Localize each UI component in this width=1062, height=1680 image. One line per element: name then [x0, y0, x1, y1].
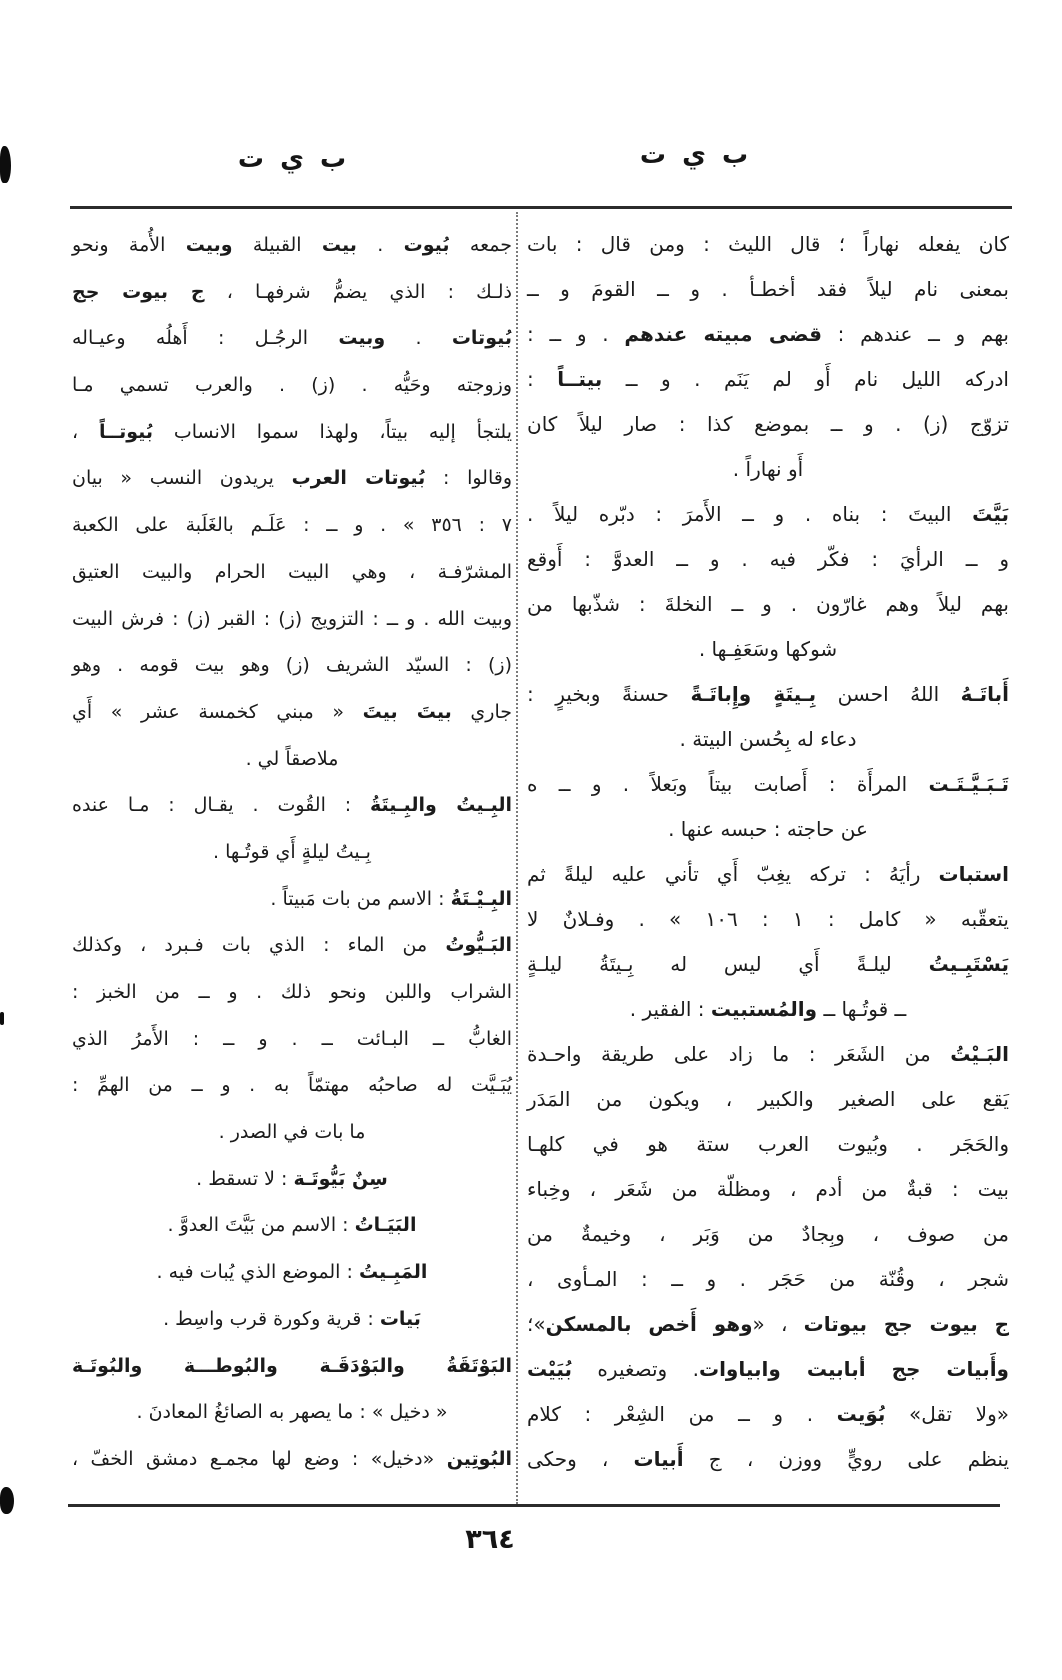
text-line — [527, 897, 1009, 942]
body-text: بهم ليلاً وهم غارّون . و ــ النخلةَ : شذّبها من — [527, 592, 1009, 616]
body-text: »؛ — [527, 1312, 546, 1336]
body-text: وزوجته وحَيُّه . (ز) . والعرب تسمي مـا — [72, 374, 512, 397]
body-text: ادركه الليل نام أَو لم يَنَم . و ــ — [602, 367, 1009, 391]
body-text: وقالوا : — [425, 467, 512, 490]
body-text: يتعقّبه « كامل : ١ : ١٠٦ » . وفـلانٌ لا — [527, 907, 1009, 931]
body-text: بمعنى نام ليلاً فقد أخطـأ . و ــ القومَ و ــ — [527, 277, 1009, 301]
body-text: يريدون النسب « بيان — [72, 467, 292, 490]
headword-bold-text: البَـيْتُ — [950, 1042, 1009, 1066]
text-line — [72, 315, 512, 362]
body-text: (ز) : السيّد الشريف (ز) وهو بيت قومه . وهو — [72, 654, 512, 677]
text-line — [72, 1109, 512, 1156]
text-line — [72, 689, 512, 736]
text-line — [527, 447, 1009, 492]
body-text: الأُمة ونحو — [72, 234, 186, 256]
headword-bold-text: بُيوت — [403, 234, 450, 256]
headword-bold-text: بُيَيْت — [527, 1357, 573, 1381]
body-text: والحَجَر . وبُيوت العرب ستة هو في كلهـا — [527, 1132, 1009, 1156]
headword-bold-text: وبيت — [338, 327, 386, 350]
body-text: «دخيل» : وضع لها مجمـع دمشق الخفّ ، — [72, 1447, 447, 1470]
text-line — [72, 502, 512, 549]
headword-bold-text: البِـيتُ والبِـيتَةُ — [370, 794, 513, 817]
text-line — [72, 782, 512, 829]
headword-bold-text: بيتَ بيتَ — [362, 700, 452, 723]
body-text: عن حاجته : حبسه عنها . — [668, 817, 868, 841]
body-text: أَو نهاراً . — [732, 457, 804, 481]
text-line — [527, 222, 1009, 267]
headword-bold-text: ج بيوت جج بيوتات — [803, 1312, 1010, 1336]
ink-smudge-bottom-left — [0, 1487, 14, 1514]
page-header-root-right: ب ي ت — [639, 140, 749, 170]
headword-bold-text: بُيوتــاً — [98, 420, 154, 443]
headword-bold-text: بُوَيت — [836, 1402, 886, 1426]
body-text: يَقع على الصغير والكبير ، ويكون من المَدَر — [527, 1087, 1009, 1111]
headword-bold-text: البَـيُّوتُ — [445, 934, 512, 957]
text-line — [527, 267, 1009, 312]
text-line — [527, 492, 1009, 537]
headword-bold-text: بيت — [321, 234, 357, 256]
headword-bold-text: أَباتَـهُ — [960, 682, 1010, 706]
text-line — [72, 969, 512, 1016]
body-text: بهم و ــ عندهم : — [821, 322, 1009, 346]
body-text: شوكها وسَعَفِـها . — [698, 637, 838, 661]
text-line — [527, 1077, 1009, 1122]
body-text: من صوف ، وبِجادٌ من وَبَر ، وخيمةٌ من — [527, 1222, 1009, 1246]
body-text: الشراب واللبن ونحو ذلك . و ــ من الخبز : — [72, 981, 512, 1003]
text-line — [527, 1437, 1009, 1482]
text-line — [527, 1032, 1009, 1077]
body-text: : الفقير . — [629, 997, 711, 1021]
text-line — [527, 672, 1009, 717]
body-text: . — [356, 234, 404, 256]
text-line — [527, 762, 1009, 807]
body-text: ما بات في الصدر . — [218, 1121, 366, 1144]
headword-bold-text: البَيَـاتُ — [354, 1214, 417, 1237]
headword-bold-text: سِنٌ بَيُّوتَـة — [293, 1167, 388, 1190]
body-text: وبيت الله . و ــ : التزويج (ز) : القبر (ز) : فرش البيت — [72, 607, 512, 630]
body-text: جمعه — [449, 234, 512, 256]
body-text: . — [385, 327, 452, 350]
headword-bold-text: تَـبَـيَّـتَـت — [928, 772, 1009, 796]
text-line — [72, 455, 512, 502]
body-text: «ولا تقل» — [885, 1402, 1009, 1426]
body-text: ملاصقاً لي . — [245, 747, 339, 770]
text-line — [72, 1436, 512, 1483]
body-text: البيتَ : بناه . و ــ الأَمرَ : دبّره ليلاً . — [527, 502, 973, 526]
body-text: يُبَـيَّت له صاحبُه مهتمّاً به . و ــ من الهمِّ : — [72, 1074, 512, 1097]
text-line — [527, 1122, 1009, 1167]
text-line — [527, 582, 1009, 627]
body-text: : الاسم من بَيَّتَ العدوَّ . — [167, 1214, 355, 1237]
text-line — [72, 922, 512, 969]
body-text: : الاسم من بات مَبيتاً . — [270, 887, 451, 910]
text-line — [527, 357, 1009, 402]
body-text: ــ قوتُـها ــ — [817, 997, 907, 1021]
headword-bold-text: والمُستبيت — [710, 997, 818, 1021]
body-text: دعاء له بِحُسن البيتة . — [679, 727, 857, 751]
body-text: القبيلة — [232, 234, 322, 256]
headword-bold-text: قضى مبيته عندهم — [624, 322, 822, 346]
text-line — [72, 596, 512, 643]
body-text: . و ــ : — [527, 322, 625, 346]
column-right — [527, 222, 1009, 1482]
top-rule — [70, 206, 1012, 209]
text-line — [72, 1389, 512, 1436]
body-text: بيت : قبةٌ من أدم ، ومظلّة من شَعَر ، وخِباء — [527, 1177, 1009, 1201]
body-text: المرأَة : أَصابت بيتاً وبَعلاً . و ــ ه — [527, 772, 929, 796]
body-text: . وتصغيره — [572, 1357, 699, 1381]
body-text: رأيَهُ : تركه يغِبّ أَي تأني عليه ليلةً ثم — [527, 862, 939, 886]
body-text: الغابُّ ــ البـائت ــ . و ــ : الأَمرُ الذي — [72, 1027, 512, 1050]
text-line — [72, 1016, 512, 1063]
text-line — [72, 642, 512, 689]
text-line — [72, 409, 512, 456]
text-line — [527, 537, 1009, 582]
text-line — [72, 876, 512, 923]
headword-bold-text: البُوتِين — [446, 1447, 512, 1470]
body-text: اللهُ احسن — [816, 682, 961, 706]
headword-bold-text: بَيَّتَ — [972, 502, 1009, 526]
headword-bold-text: يَسْتَبِـيتُ — [928, 952, 1009, 976]
body-text: المشرّفـة ، وهي البيت الحرام والبيت العتيق — [72, 560, 512, 583]
text-line — [72, 1296, 512, 1343]
body-text: ليلـةً أَي ليس له بِـيتَةُ ليلـةٍ — [527, 952, 929, 976]
text-line — [527, 942, 1009, 987]
body-text: ذلـك : الذي يضمُّ شرفهـا ، — [204, 280, 512, 303]
text-line — [527, 1392, 1009, 1437]
headword-bold-text: بيتــاً — [557, 367, 603, 391]
headword-bold-text: بُيوتات العرب — [291, 467, 426, 490]
ink-smudge-top-left — [0, 146, 11, 183]
body-text: جاري — [451, 700, 513, 723]
headword-bold-text: بُيوتات — [451, 327, 512, 350]
headword-bold-text: بَيات — [379, 1307, 421, 1330]
text-line — [72, 1202, 512, 1249]
text-line — [527, 1167, 1009, 1212]
body-text: ، — [72, 420, 99, 443]
headword-bold-text: وهو أَخص بالمسكن — [545, 1312, 753, 1336]
page-number: ٣٦٤ — [465, 1524, 515, 1555]
page-header-root-left: ب ي ت — [237, 144, 347, 174]
text-line — [72, 269, 512, 316]
text-line — [72, 736, 512, 783]
text-line — [527, 1257, 1009, 1302]
text-line — [72, 1062, 512, 1109]
text-line — [72, 222, 512, 269]
body-text: من الشَعَر : ما زاد على طريقة واحـدة — [527, 1042, 951, 1066]
text-line — [527, 852, 1009, 897]
column-left — [72, 222, 512, 1483]
body-text: : الموضع الذي يُبات فيه . — [156, 1261, 359, 1284]
body-text: « مبني كخمسة عشر » أَي — [72, 700, 363, 723]
body-text: ، وحكى — [527, 1447, 634, 1471]
body-text: تزوّج (ز) . و ــ بموضع كذا : صار ليلاً كان — [527, 412, 1009, 436]
text-line — [72, 549, 512, 596]
text-line — [527, 717, 1009, 762]
body-text: ٧ : ٣٥٦ » . و ــ : عَلَـم بالغَلَبة على الكعبة — [72, 514, 512, 537]
text-line — [527, 627, 1009, 672]
body-text: : القُوت . يقـال : مـا عنده — [72, 794, 371, 817]
headword-bold-text: استبات — [938, 862, 1009, 886]
body-text: : قرية وكورة قرب واسِط . — [163, 1307, 380, 1330]
text-line — [527, 987, 1009, 1032]
text-line — [527, 402, 1009, 447]
headword-bold-text: البَوْتَقَةُ والبَوْدَقَـة والبُوطـــة والبُوتَـة — [72, 1354, 512, 1377]
body-text: كان يفعله نهاراً ؛ قال الليث : ومن قال : بات — [527, 232, 1009, 256]
body-text: ينظم على رويٍّ ووزن ، ج — [683, 1447, 1010, 1471]
text-line — [527, 1302, 1009, 1347]
body-text: « دخيل » : ما يصهر به الصائغُ المعادنَ . — [136, 1401, 448, 1424]
body-text: حسنةً وبخيرٍ : — [527, 682, 691, 706]
bottom-rule — [68, 1504, 1000, 1507]
ink-tick-left — [0, 1012, 4, 1025]
body-text: ، « — [752, 1312, 804, 1336]
text-line — [72, 829, 512, 876]
headword-bold-text: بِـيتَةٍ وإِباتَـةً — [690, 682, 817, 706]
body-text: الرجُـل : أَهلُه وعيـاله — [72, 327, 339, 350]
text-line — [527, 312, 1009, 357]
body-text: من الماء : الذي بات فـبرد ، وكذلك — [72, 934, 446, 957]
body-text: . و ــ من الشِعْر : كلام — [527, 1402, 837, 1426]
headword-bold-text: المَبِـيتُ — [358, 1261, 428, 1284]
text-line — [527, 807, 1009, 852]
body-text: : — [527, 367, 558, 391]
column-divider — [516, 212, 518, 1504]
text-line — [527, 1347, 1009, 1392]
headword-bold-text: أَبيات — [633, 1447, 684, 1471]
headword-bold-text: البِـيْـتَةُ — [450, 887, 512, 910]
body-text: : لا تسقط . — [196, 1167, 294, 1190]
text-line — [72, 1249, 512, 1296]
body-text: يلتجأ إليه بيتاً، ولهذا سموا الانساب — [153, 420, 512, 443]
text-line — [72, 1343, 512, 1390]
text-line — [72, 1156, 512, 1203]
text-line — [72, 362, 512, 409]
body-text: و ــ الرأيَ : فكّر فيه . و ــ العدوَّ : أَوقع — [527, 547, 1009, 571]
body-text: شجر ، وقُنّة من حَجَر . و ــ : المـأوى ، — [527, 1267, 1009, 1291]
text-line — [527, 1212, 1009, 1257]
headword-bold-text: ج بيوت جج — [72, 280, 205, 303]
headword-bold-text: وبيت — [185, 234, 233, 256]
body-text: بِـيتُ ليلةٍ أَي قوتُـها . — [213, 840, 371, 863]
headword-bold-text: وأَبيات جج أبابيت وابياوات — [698, 1357, 1009, 1381]
